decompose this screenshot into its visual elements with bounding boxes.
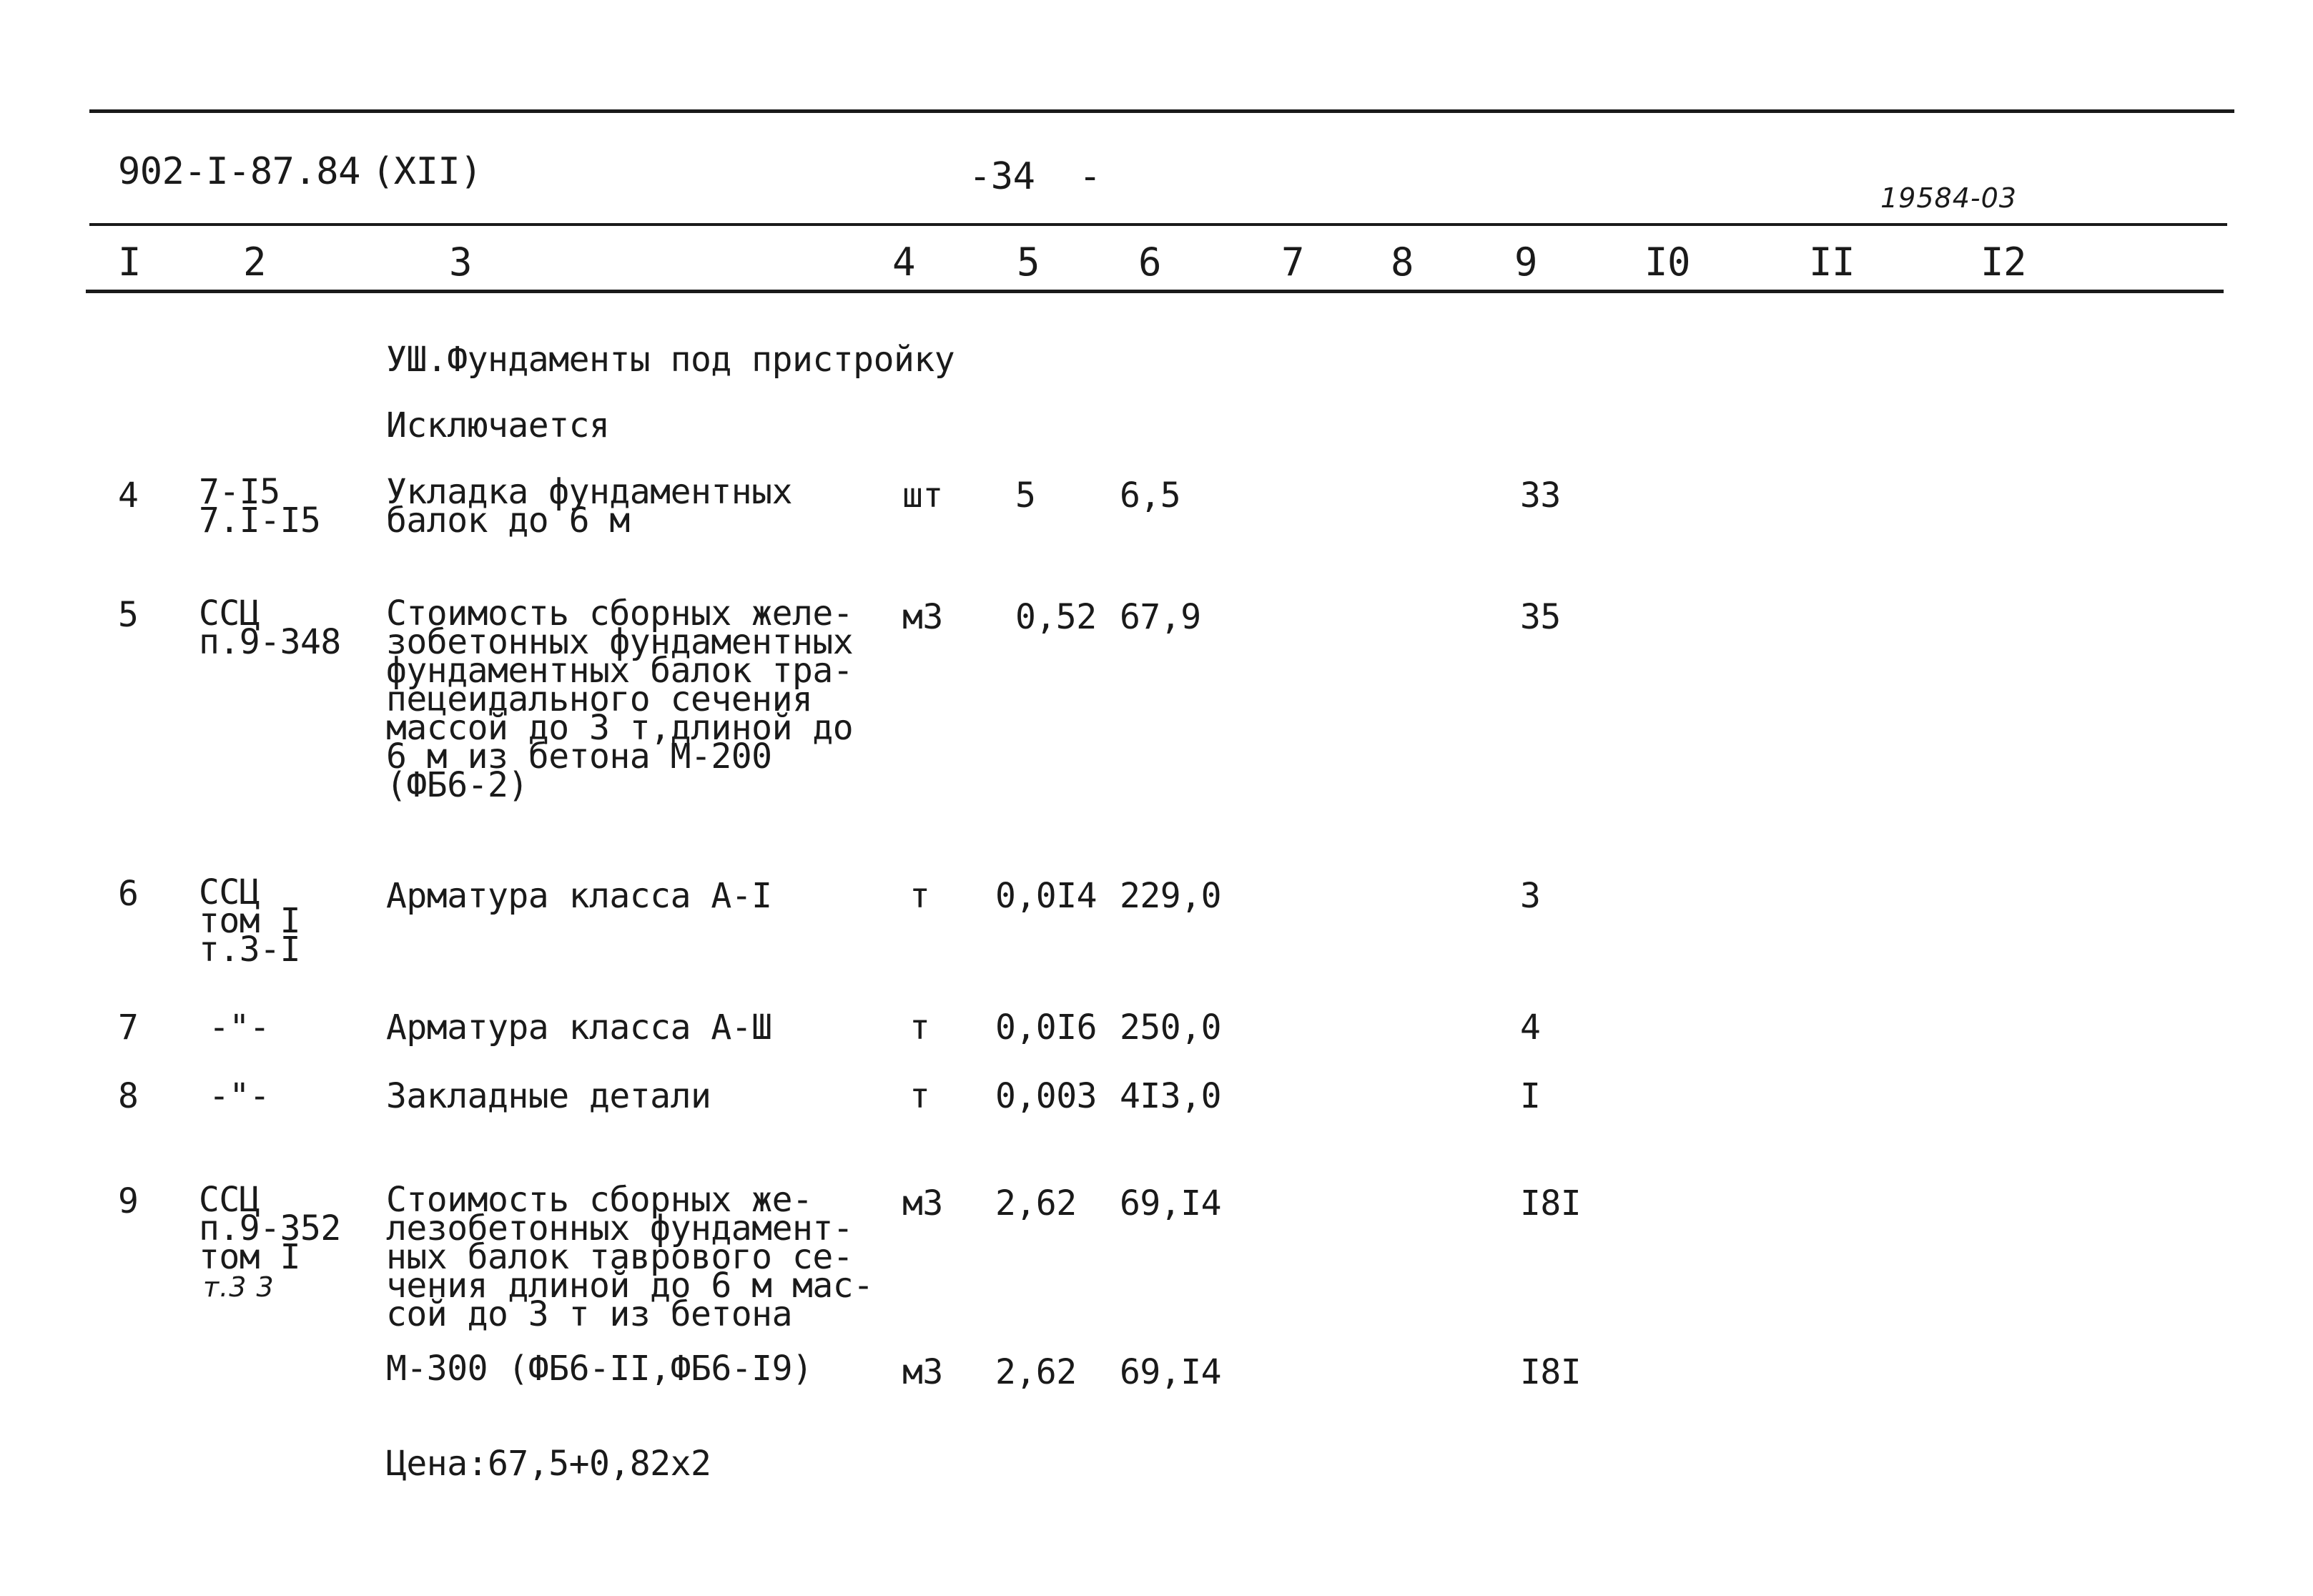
column-rule xyxy=(86,290,2224,293)
price-note: Цена:67,5+0,82х2 xyxy=(386,1444,711,1484)
row-quantity: 0,003 xyxy=(995,1076,1097,1116)
row-number: 7 xyxy=(118,1008,139,1048)
row-unit: м3 xyxy=(902,1183,943,1223)
column-number: II xyxy=(1809,240,1855,285)
column-number: 5 xyxy=(1017,240,1040,285)
row-unit: т xyxy=(909,1076,930,1116)
column-number: I xyxy=(118,240,142,285)
row-description-line: Арматура класса А-I xyxy=(386,876,772,916)
row-code: том I xyxy=(199,1237,300,1277)
row-quantity: 5 xyxy=(1015,476,1036,516)
row-code: п.9-348 xyxy=(199,622,341,662)
row-description-line: ных балок таврового се- xyxy=(386,1237,854,1277)
row-description-line: чения длиной до 6 м мас- xyxy=(386,1266,874,1306)
row-description-line: массой до 3 т,длиной до xyxy=(386,708,854,748)
row-total-repeat: I8I xyxy=(1520,1352,1582,1392)
row-unit: м3 xyxy=(902,597,943,637)
row-code: 7-I5 xyxy=(199,472,280,512)
header-rule xyxy=(89,223,2227,226)
column-number: I0 xyxy=(1644,240,1691,285)
row-total: 35 xyxy=(1520,597,1561,637)
section-title: УШ.Фундаменты под пристройку xyxy=(386,340,955,380)
row-code: -"- xyxy=(209,1076,270,1116)
column-number: 8 xyxy=(1391,240,1414,285)
doc-code: 902-I-87.84 xyxy=(118,150,360,193)
row-total: I8I xyxy=(1520,1183,1582,1223)
row-unit: т xyxy=(909,1008,930,1048)
archive-stamp: 19584-03 xyxy=(1880,182,2017,214)
column-number: 2 xyxy=(243,240,267,285)
row-code: том I xyxy=(199,901,300,941)
row-number: 8 xyxy=(118,1076,139,1116)
column-number: I2 xyxy=(1981,240,2027,285)
column-number: 4 xyxy=(892,240,916,285)
row-price: 67,9 xyxy=(1120,597,1201,637)
row-code: 7.I-I5 xyxy=(199,501,321,541)
row-description-line: Стоимость сборных же- xyxy=(386,1180,813,1220)
row-total: I xyxy=(1520,1076,1541,1116)
column-number: 7 xyxy=(1281,240,1305,285)
row-code: -"- xyxy=(209,1008,270,1048)
row-description-line: балок до 6 м xyxy=(386,501,630,541)
page-number: -34 - xyxy=(969,155,1101,198)
row-description-line: сой до 3 т из бетона xyxy=(386,1294,792,1334)
row-quantity-repeat: 2,62 xyxy=(995,1352,1077,1392)
row-description-line: пецеидального сечения xyxy=(386,679,813,719)
row-total: 4 xyxy=(1520,1008,1541,1048)
row-quantity: 2,62 xyxy=(995,1183,1077,1223)
row-description-line: зобетонных фундаментных xyxy=(386,622,854,662)
row-number: 6 xyxy=(118,874,139,914)
row-code: ССЦ xyxy=(199,1180,260,1220)
row-unit: т xyxy=(909,876,930,916)
row-code: ССЦ xyxy=(199,593,260,634)
row-description-line: Укладка фундаментных xyxy=(386,472,792,512)
row-description-line: 6 м из бетона М-200 xyxy=(386,737,772,777)
column-number: 9 xyxy=(1514,240,1538,285)
row-price: 250,0 xyxy=(1120,1008,1221,1048)
row-quantity: 0,0I6 xyxy=(995,1008,1097,1048)
row-description-line: фундаментных балок тра- xyxy=(386,651,854,691)
row-price: 69,I4 xyxy=(1120,1183,1221,1223)
row-number: 9 xyxy=(118,1181,139,1221)
row-description-line: Стоимость сборных желе- xyxy=(386,593,854,634)
row-number: 4 xyxy=(118,476,139,516)
row-total: 33 xyxy=(1520,476,1561,516)
row-number: 5 xyxy=(118,595,139,635)
row-code: ССЦ xyxy=(199,872,260,912)
excluded-note: Исключается xyxy=(386,405,610,445)
row-price: 4I3,0 xyxy=(1120,1076,1221,1116)
doc-section: (XII) xyxy=(372,150,483,193)
row-unit-repeat: м3 xyxy=(902,1352,943,1392)
row-description-line: Арматура класса А-Ш xyxy=(386,1008,772,1048)
row-description-line: Закладные детали xyxy=(386,1076,711,1116)
row-description-line: (ФБ6-2) xyxy=(386,765,528,805)
column-number: 3 xyxy=(449,240,473,285)
row-quantity: 0,52 xyxy=(1015,597,1097,637)
row-price-repeat: 69,I4 xyxy=(1120,1352,1221,1392)
row-unit: шт xyxy=(902,476,943,516)
column-number: 6 xyxy=(1138,240,1162,285)
top-rule xyxy=(89,109,2234,113)
row-price: 6,5 xyxy=(1120,476,1181,516)
row-code-handwritten: т.3 3 xyxy=(203,1271,275,1303)
row-code: п.9-352 xyxy=(199,1208,341,1248)
row-quantity: 0,0I4 xyxy=(995,876,1097,916)
row-total: 3 xyxy=(1520,876,1541,916)
row-code: т.3-I xyxy=(199,930,300,970)
row-price: 229,0 xyxy=(1120,876,1221,916)
row-description-line: М-300 (ФБ6-II,ФБ6-I9) xyxy=(386,1349,813,1389)
row-description-line: лезобетонных фундамент- xyxy=(386,1208,854,1248)
